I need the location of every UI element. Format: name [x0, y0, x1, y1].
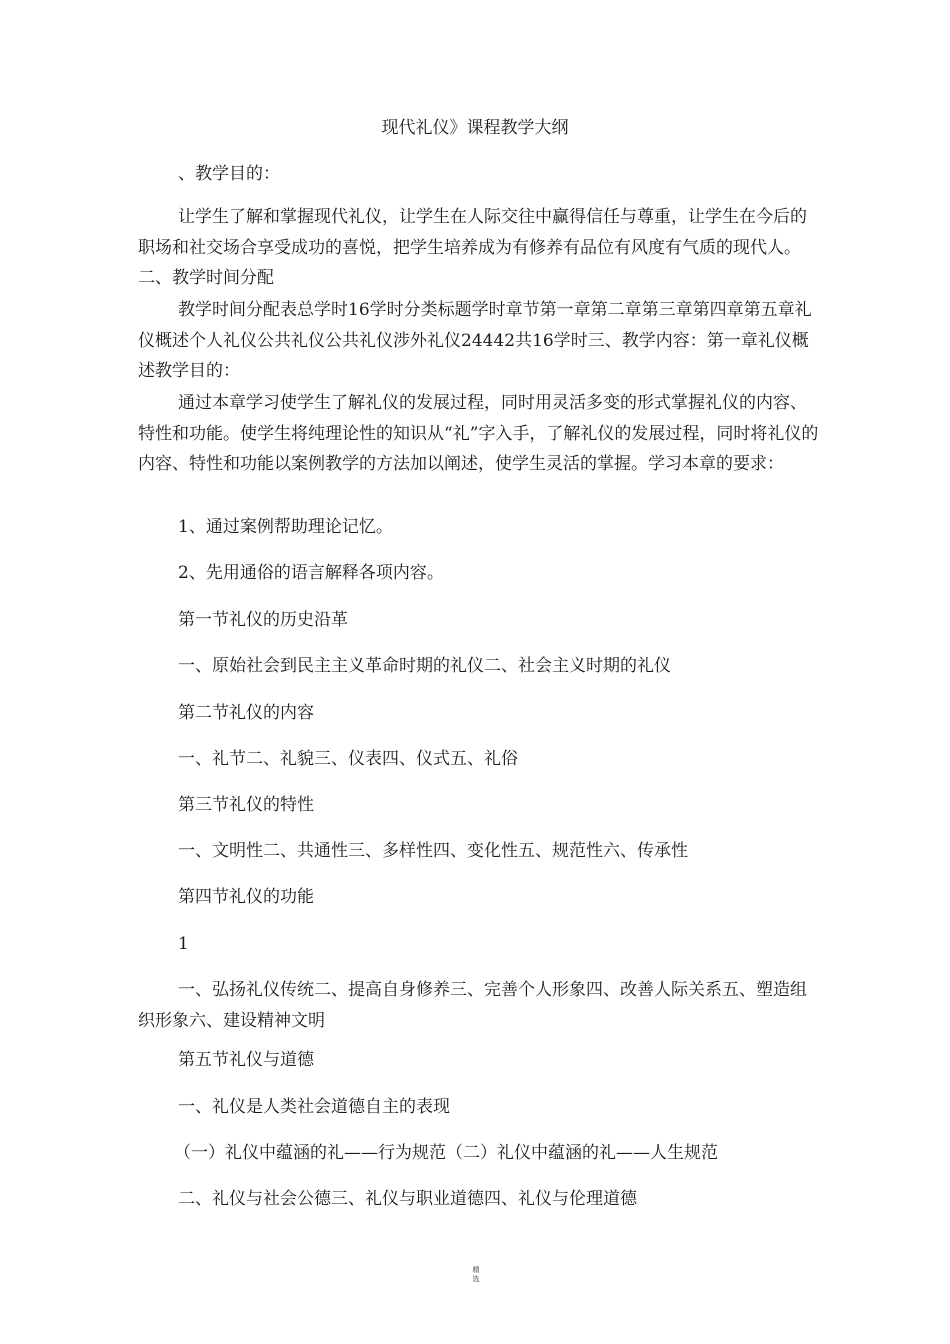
paragraph-chapter-one-goal: 通过本章学习使学生了解礼仪的发展过程，同时用灵活多变的形式掌握礼仪的内容、特性和功能。使学生将纯理论性的知识从“礼”字入手，了解礼仪的发展过程，同时将礼仪的内容、特性和功能以案例教学的方法加以阐述，使学生灵活的掌握。学习本章的要求： — [138, 393, 819, 474]
section-3-content: 一、文明性二、共通性三、多样性四、变化性五、规范性六、传承性 — [178, 841, 688, 861]
section-heading-teaching-goal: 、教学目的： — [178, 164, 280, 184]
section-2-content: 一、礼节二、礼貌三、仪表四、仪式五、礼俗 — [178, 749, 518, 769]
paragraph-time-allocation: 教学时间分配表总学时16学时分类标题学时章节第一章第二章第三章第四章第五章礼仪概述个人礼仪公共礼仪公共礼仪涉外礼仪24442共16学时三、教学内容：第一章礼仪概述教学目的： — [138, 300, 812, 381]
footer-char-1: 精 — [472, 1266, 480, 1274]
footer-mark — [466, 1266, 486, 1284]
section-heading-4: 第四节礼仪的功能 — [178, 887, 314, 907]
section-heading-2: 第二节礼仪的内容 — [178, 703, 314, 723]
section-5-subitems: （一）礼仪中蕴涵的礼——行为规范（二）礼仪中蕴涵的礼——人生规范 — [174, 1143, 718, 1163]
document-title: 现代礼仪》课程教学大纲 — [381, 118, 569, 138]
page-number: 1 — [178, 934, 189, 954]
section-heading-1: 第一节礼仪的历史沿革 — [178, 610, 348, 630]
section-heading-5: 第五节礼仪与道德 — [178, 1050, 314, 1070]
section-4-content: 一、弘扬礼仪传统二、提高自身修养三、完善个人形象四、改善人际关系五、塑造组织形象六、建设精神文明 — [138, 980, 807, 1031]
requirement-item-2: 2、先用通俗的语言解释各项内容。 — [178, 563, 444, 583]
section-heading-3: 第三节礼仪的特性 — [178, 795, 314, 815]
footer-char-2: 选 — [472, 1275, 480, 1283]
paragraph-teaching-goal: 让学生了解和掌握现代礼仪，让学生在人际交往中赢得信任与尊重，让学生在今后的职场和社交场合享受成功的喜悦，把学生培养成为有修养有品位有风度有气质的现代人。二、教学时间分配 — [138, 207, 807, 288]
section-1-content: 一、原始社会到民主主义革命时期的礼仪二、社会主义时期的礼仪 — [178, 656, 671, 676]
section-5-item-2: 二、礼仪与社会公德三、礼仪与职业道德四、礼仪与伦理道德 — [178, 1189, 637, 1209]
section-5-item-1: 一、礼仪是人类社会道德自主的表现 — [178, 1097, 450, 1117]
requirement-item-1: 1、通过案例帮助理论记忆。 — [178, 517, 393, 537]
